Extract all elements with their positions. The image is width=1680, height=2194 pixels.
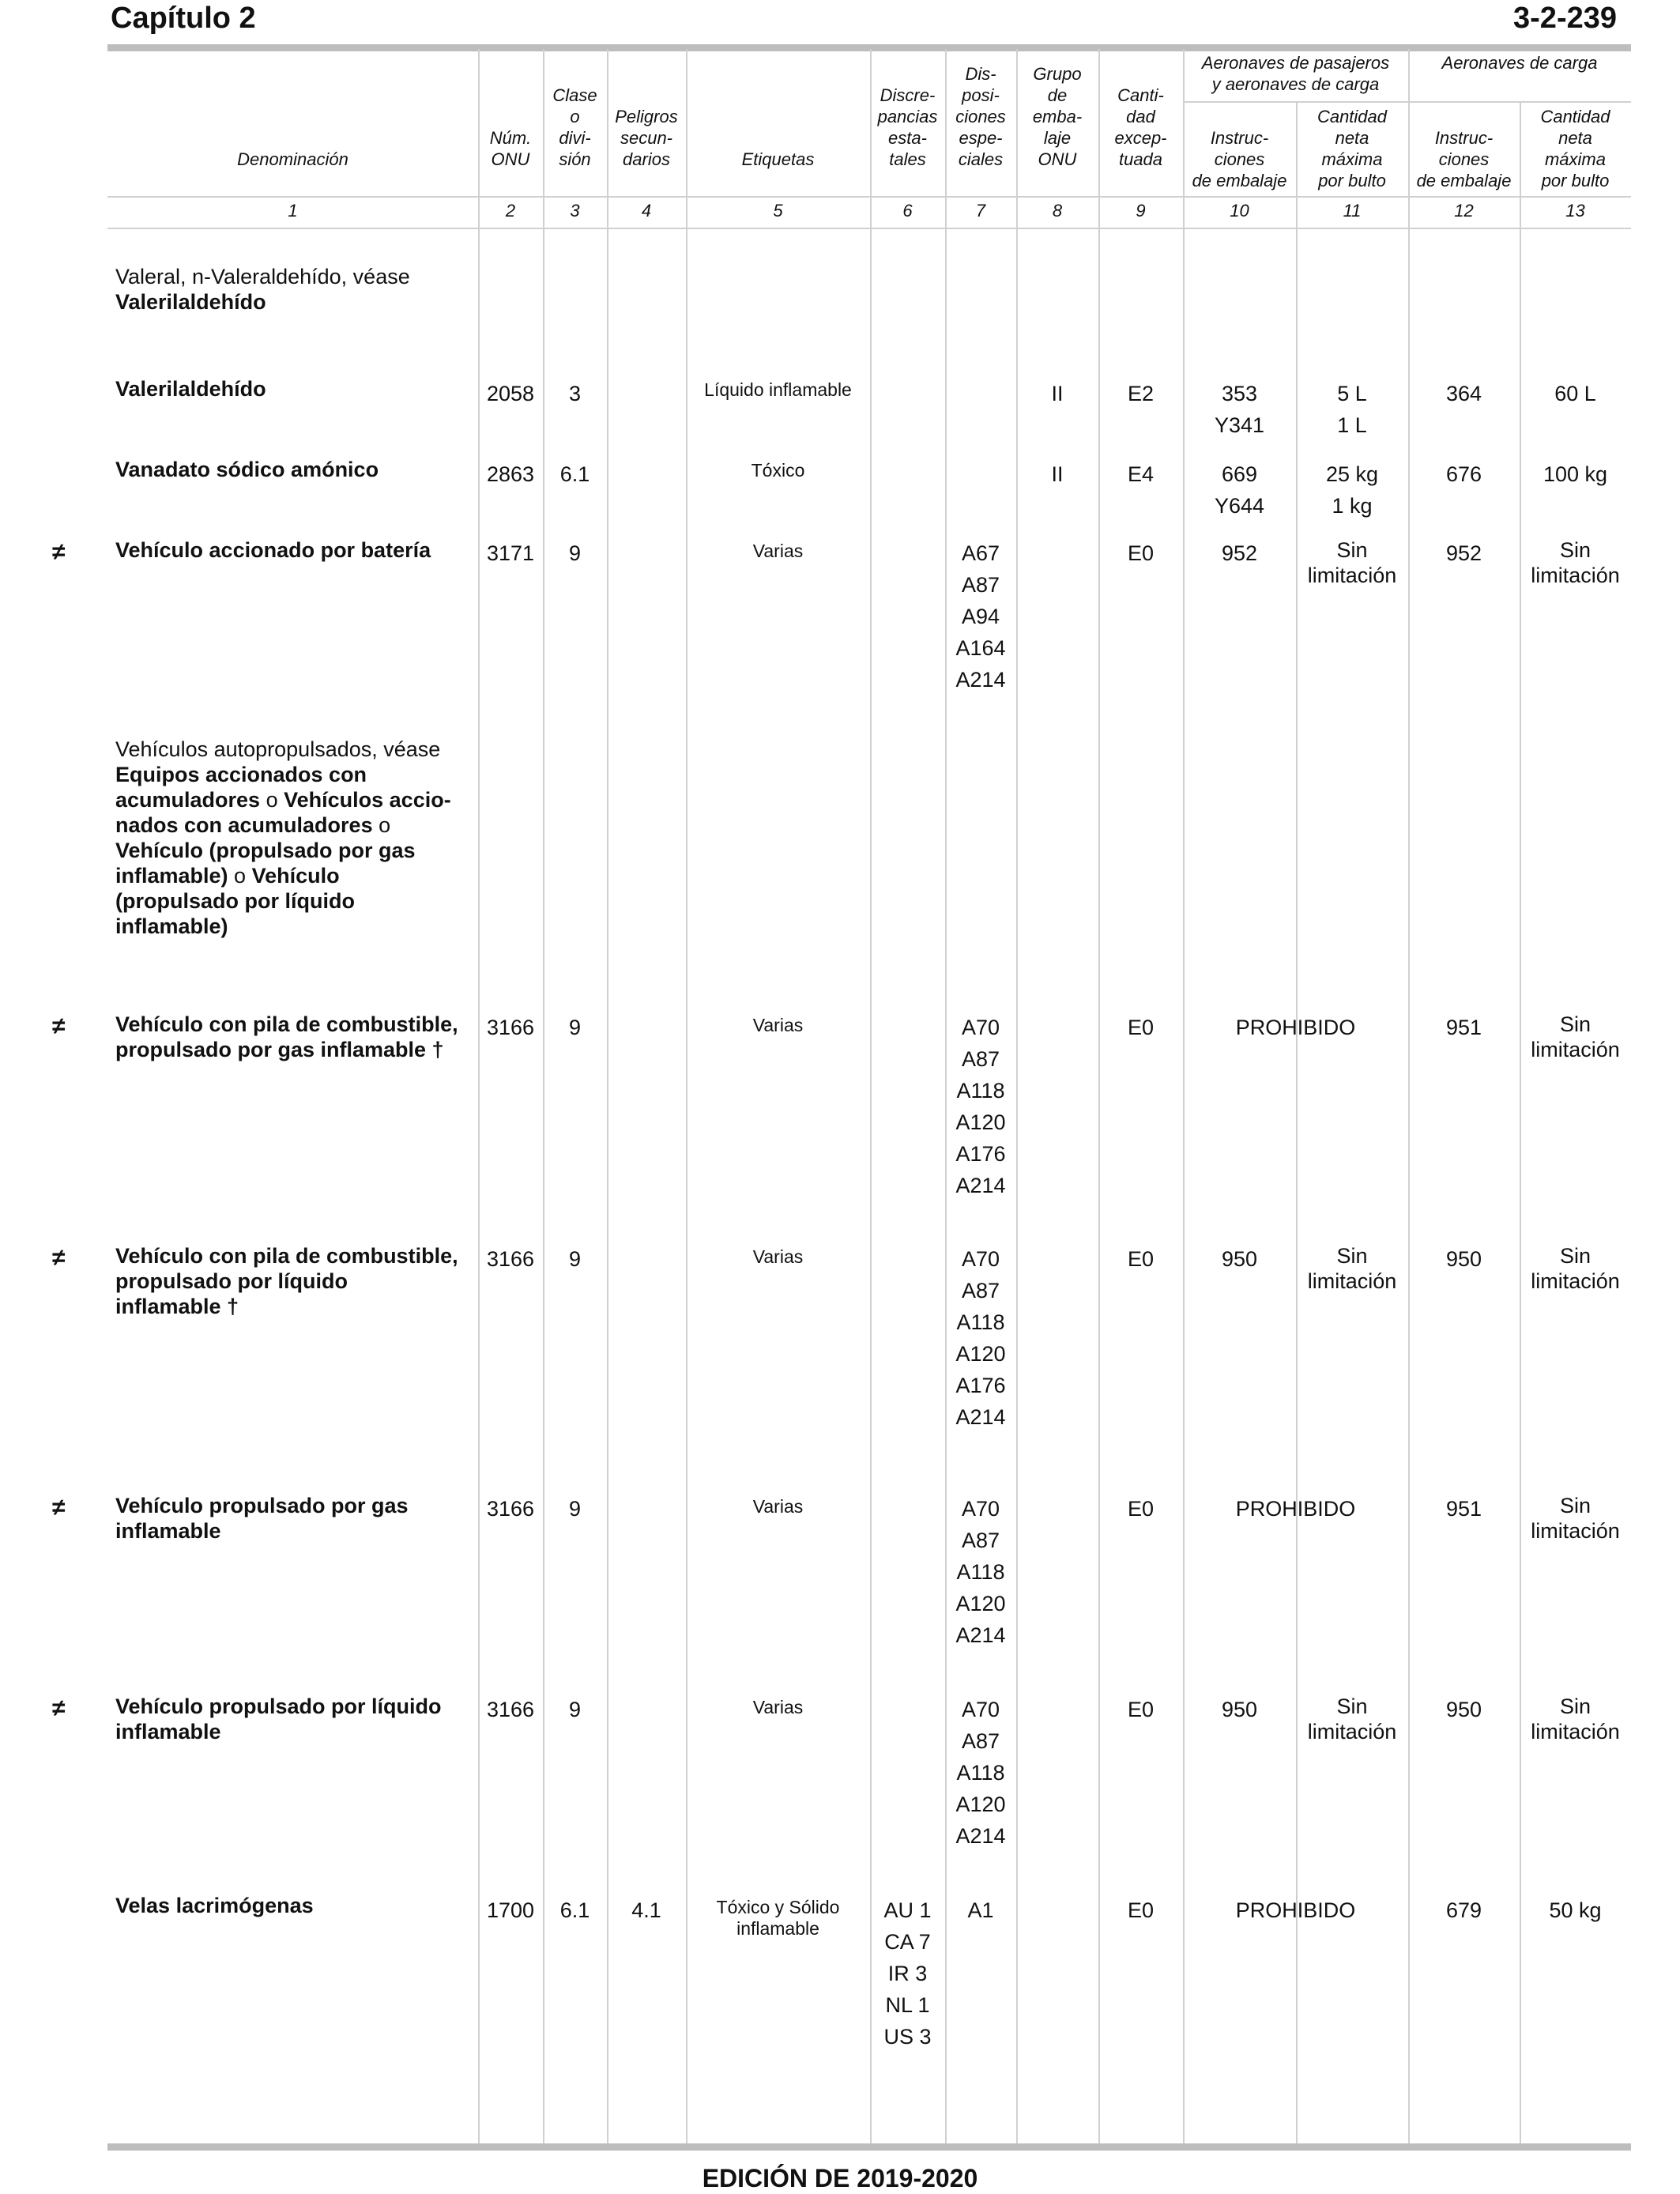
passenger-prohibited: PROHIBIDO bbox=[1235, 1016, 1356, 1039]
table-row: Vehículos autopropulsados, véase Equipos accionados con acumuladores o Vehículos accio- nados con acumuladores o Vehículo (propulsado por gas inflamable) o Vehículo (propulsado por líquido inflamable) bbox=[115, 737, 451, 938]
excepted-quantity: E0 bbox=[1127, 1016, 1155, 1039]
cargo-instructions: 676 bbox=[1445, 462, 1482, 486]
cargo-quantity: Sin limitación bbox=[1531, 1244, 1620, 1293]
cargo-quantity: 60 L bbox=[1554, 382, 1596, 405]
change-mark: ≠ bbox=[52, 1695, 66, 1721]
special-provisions: A70 A87 A118 A120 A214 bbox=[955, 1497, 1006, 1647]
excepted-quantity: E4 bbox=[1127, 462, 1155, 486]
excepted-quantity: E0 bbox=[1127, 1698, 1155, 1721]
cargo-instructions: 951 bbox=[1445, 1497, 1482, 1521]
col-header-cantidad-carga: Cantidad neta máxima por bulto bbox=[1540, 107, 1610, 190]
un-number: 1700 bbox=[486, 1898, 535, 1922]
row-name: Vehículo accionado por batería bbox=[115, 538, 431, 562]
passenger-quantity: 5 L 1 L bbox=[1337, 382, 1367, 437]
un-number: 3166 bbox=[486, 1016, 535, 1039]
passenger-quantity: Sin limitación bbox=[1307, 538, 1397, 587]
col-group-pasajeros: Aeronaves de pasajeros y aeronaves de carga bbox=[1201, 53, 1390, 94]
state-variations: AU 1 CA 7 IR 3 NL 1 US 3 bbox=[883, 1898, 932, 2049]
packing-group: II bbox=[1051, 382, 1064, 405]
col-header-etiquetas: Etiquetas bbox=[741, 149, 815, 169]
un-number: 2863 bbox=[486, 462, 535, 486]
excepted-quantity: E0 bbox=[1127, 1898, 1155, 1922]
cargo-quantity: Sin limitación bbox=[1531, 1012, 1620, 1061]
un-number: 3171 bbox=[486, 541, 535, 565]
excepted-quantity: E2 bbox=[1127, 382, 1155, 405]
passenger-instructions: 353 Y341 bbox=[1214, 382, 1265, 437]
passenger-prohibited: PROHIBIDO bbox=[1235, 1497, 1356, 1521]
change-mark: ≠ bbox=[52, 539, 66, 565]
labels: Varias bbox=[752, 1496, 804, 1517]
chapter-title: Capítulo 2 bbox=[111, 2, 256, 35]
change-mark: ≠ bbox=[52, 1495, 66, 1521]
cargo-quantity: Sin limitación bbox=[1531, 538, 1620, 587]
cargo-instructions: 951 bbox=[1445, 1016, 1482, 1039]
un-number: 3166 bbox=[486, 1497, 535, 1521]
cargo-instructions: 950 bbox=[1445, 1247, 1482, 1271]
col-header-discrepancias: Discre- pancias esta- tales bbox=[877, 85, 938, 169]
table-row: Valeral, n-Valeraldehído, véase Valerilaldehído bbox=[115, 265, 410, 314]
passenger-quantity: Sin limitación bbox=[1307, 1244, 1397, 1293]
special-provisions: A70 A87 A118 A120 A176 A214 bbox=[955, 1247, 1006, 1429]
labels: Varias bbox=[752, 541, 804, 561]
class: 6.1 bbox=[559, 1898, 590, 1922]
row-name: Vehículo con pila de combustible, propulsado por gas inflamable † bbox=[115, 1012, 458, 1061]
labels: Varias bbox=[752, 1015, 804, 1035]
cargo-quantity: 50 kg bbox=[1549, 1898, 1602, 1922]
page-number: 3-2-239 bbox=[1513, 2, 1617, 35]
col-header-clase: Clase o divi- sión bbox=[552, 85, 597, 169]
passenger-instructions: 669 Y644 bbox=[1214, 462, 1265, 518]
cargo-instructions: 679 bbox=[1445, 1898, 1482, 1922]
secondary-hazard: 4.1 bbox=[631, 1898, 661, 1922]
col-header-cantidad-pasajeros: Cantidad neta máxima por bulto bbox=[1317, 107, 1388, 190]
bottom-rule bbox=[107, 2143, 1631, 2151]
special-provisions: A67 A87 A94 A164 A214 bbox=[955, 541, 1006, 692]
col-header-instrucciones-pasajeros: Instruc- ciones de embalaje bbox=[1192, 128, 1287, 190]
row-name: Vehículo propulsado por gas inflamable bbox=[115, 1494, 409, 1543]
col-header-denominacion: Denominación bbox=[237, 149, 348, 169]
excepted-quantity: E0 bbox=[1127, 1247, 1155, 1271]
excepted-quantity: E0 bbox=[1127, 541, 1155, 565]
special-provisions: A70 A87 A118 A120 A176 A214 bbox=[955, 1016, 1006, 1197]
row-name: Valerilaldehído bbox=[115, 377, 266, 401]
class: 9 bbox=[568, 1247, 582, 1271]
class: 9 bbox=[568, 1497, 582, 1521]
cargo-quantity: 100 kg bbox=[1543, 462, 1608, 486]
un-number: 3166 bbox=[486, 1698, 535, 1721]
special-provisions: A70 A87 A118 A120 A214 bbox=[955, 1698, 1006, 1848]
class: 3 bbox=[568, 382, 582, 405]
class: 9 bbox=[568, 1698, 582, 1721]
passenger-quantity: 25 kg 1 kg bbox=[1325, 462, 1379, 518]
col-header-peligros: Peligros secun- darios bbox=[615, 107, 678, 169]
col-group-carga: Aeronaves de carga bbox=[1441, 53, 1598, 73]
passenger-instructions: 950 bbox=[1221, 1247, 1258, 1271]
row-name: Vanadato sódico amónico bbox=[115, 458, 379, 481]
col-header-instrucciones-carga: Instruc- ciones de embalaje bbox=[1416, 128, 1512, 190]
col-header-disposiciones: Dis- posi- ciones espe- ciales bbox=[955, 64, 1006, 169]
labels: Tóxico bbox=[751, 460, 805, 481]
cargo-instructions: 952 bbox=[1445, 541, 1482, 565]
labels: Varias bbox=[752, 1246, 804, 1267]
col-header-grupo-embalaje: Grupo de emba- laje ONU bbox=[1032, 64, 1083, 169]
packing-group: II bbox=[1051, 462, 1064, 486]
cargo-instructions: 364 bbox=[1445, 382, 1482, 405]
un-number: 3166 bbox=[486, 1247, 535, 1271]
passenger-instructions: 950 bbox=[1221, 1698, 1258, 1721]
excepted-quantity: E0 bbox=[1127, 1497, 1155, 1521]
cargo-instructions: 950 bbox=[1445, 1698, 1482, 1721]
passenger-instructions: 952 bbox=[1221, 541, 1258, 565]
passenger-quantity: Sin limitación bbox=[1307, 1695, 1397, 1744]
class: 6.1 bbox=[559, 462, 590, 486]
class: 9 bbox=[568, 541, 582, 565]
cargo-quantity: Sin limitación bbox=[1531, 1494, 1620, 1543]
special-provisions: A1 bbox=[967, 1898, 994, 1922]
labels: Tóxico y Sólido inflamable bbox=[716, 1897, 840, 1939]
col-header-num-onu: Núm. ONU bbox=[489, 128, 532, 169]
labels: Varias bbox=[752, 1697, 804, 1717]
cargo-quantity: Sin limitación bbox=[1531, 1695, 1620, 1744]
class: 9 bbox=[568, 1016, 582, 1039]
row-name: Vehículo con pila de combustible, propulsado por líquido inflamable † bbox=[115, 1244, 458, 1318]
edition-footer: EDICIÓN DE 2019-2020 bbox=[702, 2164, 978, 2192]
passenger-prohibited: PROHIBIDO bbox=[1235, 1898, 1356, 1922]
row-name: Vehículo propulsado por líquido inflamable bbox=[115, 1695, 442, 1744]
col-header-cantidad-exceptuada: Canti- dad excep- tuada bbox=[1114, 85, 1167, 169]
row-name: Velas lacrimógenas bbox=[115, 1894, 314, 1917]
change-mark: ≠ bbox=[52, 1245, 66, 1271]
labels: Líquido inflamable bbox=[704, 379, 852, 400]
change-mark: ≠ bbox=[52, 1013, 66, 1039]
top-rule bbox=[107, 44, 1631, 51]
un-number: 2058 bbox=[486, 382, 535, 405]
